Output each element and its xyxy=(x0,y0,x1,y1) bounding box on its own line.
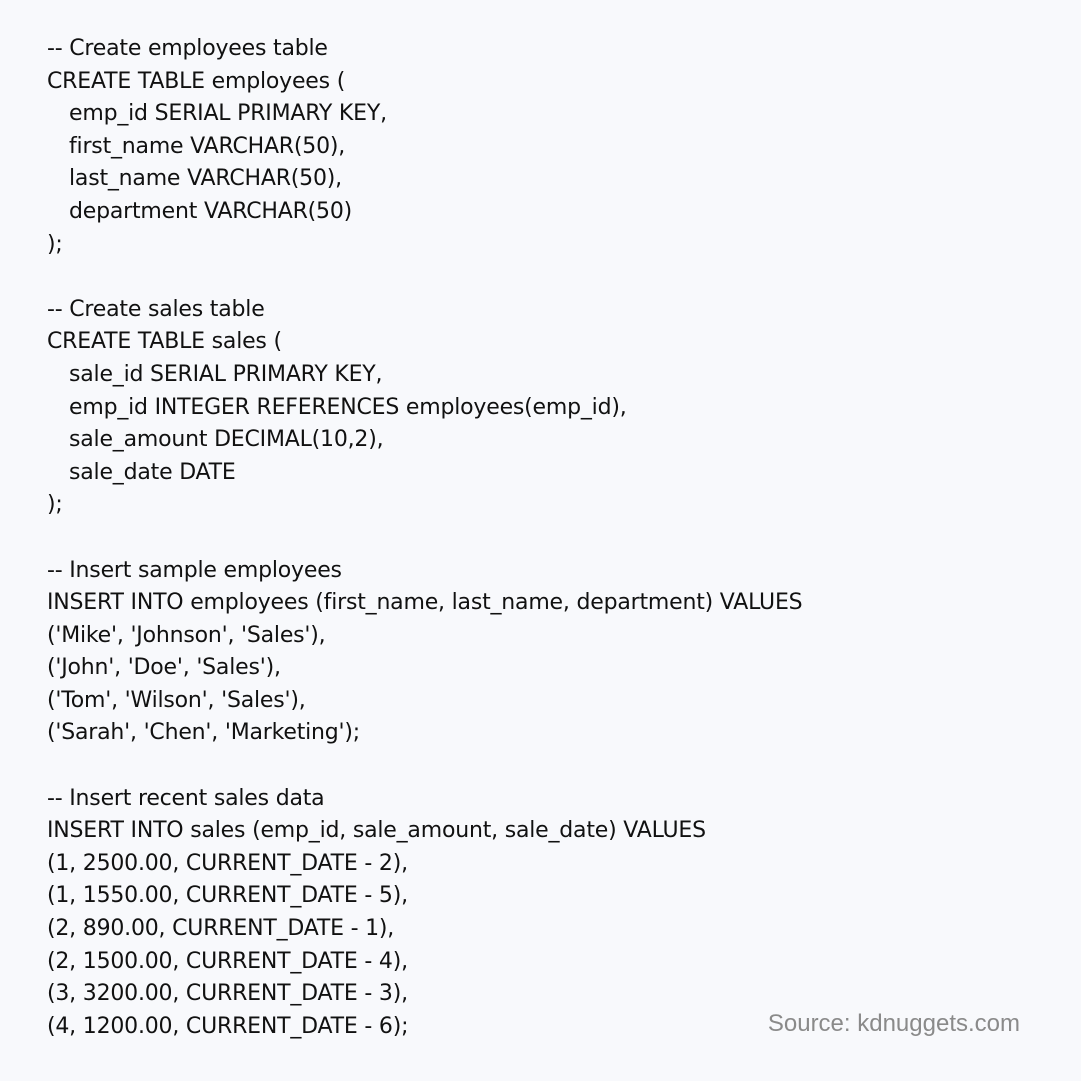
code-line: (2, 890.00, CURRENT_DATE - 1), xyxy=(47,916,395,942)
code-line: emp_id INTEGER REFERENCES employees(emp_id), xyxy=(69,394,627,420)
code-line: emp_id SERIAL PRIMARY KEY, xyxy=(69,101,387,127)
blank-line xyxy=(47,750,1047,783)
code-comment: -- Create sales table xyxy=(47,296,265,322)
code-line: sale_id SERIAL PRIMARY KEY, xyxy=(69,361,383,387)
source-credit: Source: kdnuggets.com xyxy=(767,1010,1020,1037)
code-line: ); xyxy=(47,231,63,257)
code-line: sale_date DATE xyxy=(69,459,236,485)
code-line: department VARCHAR(50) xyxy=(69,198,353,224)
code-line: INSERT INTO sales (emp_id, sale_amount, sale_date) VALUES xyxy=(47,818,706,844)
code-line: CREATE TABLE sales ( xyxy=(47,329,282,355)
code-line: INSERT INTO employees (first_name, last_name, department) VALUES xyxy=(47,590,803,616)
code-line: (4, 1200.00, CURRENT_DATE - 6); xyxy=(47,1013,409,1039)
blank-line xyxy=(47,522,1047,555)
code-comment: -- Create employees table xyxy=(47,36,328,61)
code-line: ('Tom', 'Wilson', 'Sales'), xyxy=(47,687,306,713)
code-line: last_name VARCHAR(50), xyxy=(69,166,342,192)
code-line: (2, 1500.00, CURRENT_DATE - 4), xyxy=(47,948,408,974)
code-line: ('John', 'Doe', 'Sales'), xyxy=(47,655,281,681)
code-line: (3, 3200.00, CURRENT_DATE - 3), xyxy=(47,981,408,1007)
code-line: (1, 1550.00, CURRENT_DATE - 5), xyxy=(47,883,408,909)
code-line: (1, 2500.00, CURRENT_DATE - 2), xyxy=(47,850,408,876)
sql-code-block xyxy=(47,33,1047,1043)
code-line: ); xyxy=(47,492,63,518)
code-line: ('Mike', 'Johnson', 'Sales'), xyxy=(47,622,326,648)
blank-line xyxy=(47,261,1047,294)
code-comment: -- Insert recent sales data xyxy=(47,785,325,811)
code-line: CREATE TABLE employees ( xyxy=(47,68,346,94)
code-comment: -- Insert sample employees xyxy=(47,557,342,583)
code-line: first_name VARCHAR(50), xyxy=(69,133,346,159)
code-line: sale_amount DECIMAL(10,2), xyxy=(69,427,384,453)
code-line: ('Sarah', 'Chen', 'Marketing'); xyxy=(47,720,360,746)
